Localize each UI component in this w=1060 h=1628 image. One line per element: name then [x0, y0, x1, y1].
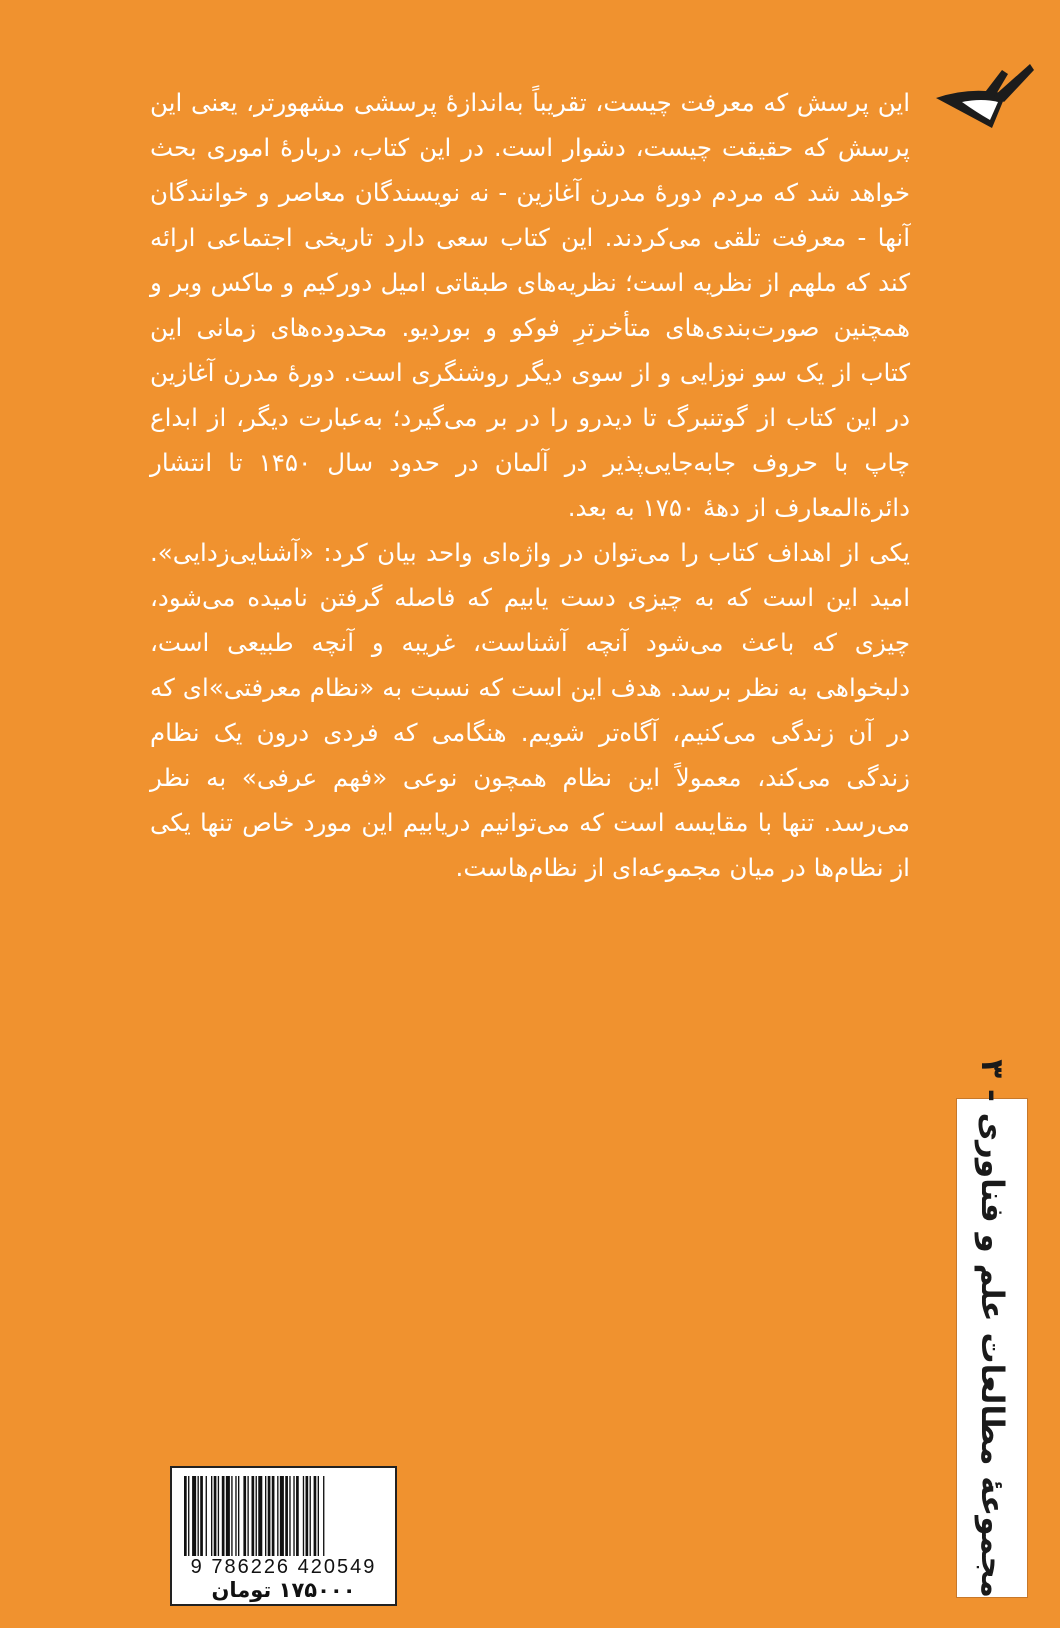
barcode-bar — [198, 1476, 199, 1556]
barcode-bars — [182, 1476, 387, 1556]
barcode-bar — [211, 1476, 212, 1556]
barcode-bar — [200, 1476, 203, 1556]
barcode-bar — [306, 1476, 309, 1556]
barcode-bar — [303, 1476, 304, 1556]
barcode-bar — [258, 1476, 262, 1556]
barcode-bar — [265, 1476, 266, 1556]
series-title: مجموعهٔ مطالعات علم و فناوری - ۳ — [974, 1059, 1010, 1598]
barcode-bar — [188, 1476, 189, 1556]
barcode-bar — [289, 1476, 290, 1556]
barcode-bar — [293, 1476, 294, 1556]
blurb-paragraph: این پرسش که معرفت چیست، تقریباً به‌اندازهٔ پرسشی مشهورتر، یعنی این پرسش که حقیقت چیست، دشوار است. در این کتاب، دربارهٔ اموری بحث خواهد شد که مردم دورهٔ مدرن آغازین - نه نویسندگان معاصر و خوانندگان آنها - معرفت تلقی می‌کردند. این کتاب سعی دارد تاریخی اجتماعی ارائه کند که ملهم از نظریه است؛ نظریه‌های طبقاتی امیل دورکیم و ماکس وبر و همچنین صورت‌بندی‌های متأخرترِ فوکو و بوردیو. محدوده‌های زمانی این کتاب از یک سو نوزایی و از سوی دیگر روشنگری است. دورهٔ مدرن آغازین در این کتاب از گوتنبرگ تا دیدرو را در بر می‌گیرد؛ به‌عبارت دیگر، از ابداع چاپ با حروف جابه‌جایی‌پذیر در آلمان در حدود سال ۱۴۵۰ تا انتشار دائرة‌المعارف از دههٔ ۱۷۵۰ به بعد. — [150, 88, 911, 522]
publisher-logo-icon — [932, 58, 1042, 138]
barcode-bar — [285, 1476, 288, 1556]
barcode-bar — [277, 1476, 278, 1556]
barcode-bar — [252, 1476, 255, 1556]
barcode-bar — [206, 1476, 207, 1556]
barcode-bar — [247, 1476, 248, 1556]
barcode-bar — [231, 1476, 232, 1556]
barcode-bar — [318, 1476, 319, 1556]
barcode-bar — [256, 1476, 257, 1556]
back-cover-blurb — [150, 80, 910, 890]
barcode-bar — [323, 1476, 324, 1556]
barcode-bar — [268, 1476, 271, 1556]
barcode-bar — [280, 1476, 284, 1556]
barcode-bar — [218, 1476, 219, 1556]
barcode-bar — [296, 1476, 299, 1556]
barcode-bar — [192, 1476, 196, 1556]
barcode-bar — [235, 1476, 236, 1556]
barcode-bar — [243, 1476, 246, 1556]
barcode-bar — [214, 1476, 217, 1556]
barcode-bar — [226, 1476, 230, 1556]
price-label: ۱۷۵۰۰۰ تومان — [211, 1578, 356, 1602]
blurb-paragraph: یکی از اهداف کتاب را می‌توان در واژه‌ای واحد بیان کرد: «آشنایی‌زدایی». امید این است که به چیزی دست یابیم که فاصله گرفتن نامیده می‌شود، چیزی که باعث می‌شود آنچه آشناست، غریبه و آنچه طبیعی است، دلبخواهی به نظر برسد. هدف این است که نسبت به «نظام معرفتی»ای که در آن زندگی می‌کنیم، آگاه‌تر شویم. هنگامی که فردی درون یک نظام زندگی می‌کند، معمولاً این نظام همچون نوعی «فهم عرفی» به نظر می‌رسد. تنها با مقایسه است که می‌توانیم دریابیم این مورد خاص تنها یکی از نظام‌ها در میان مجموعه‌ای از نظام‌هاست. — [150, 538, 910, 882]
barcode-bar — [238, 1476, 239, 1556]
series-banner — [956, 1059, 1028, 1598]
barcode-bar — [310, 1476, 311, 1556]
barcode-number: 9 786226 420549 — [190, 1556, 377, 1578]
barcode-bar — [222, 1476, 225, 1556]
barcode-bar — [272, 1476, 275, 1556]
barcode-box — [170, 1466, 397, 1606]
barcode-bar — [314, 1476, 317, 1556]
barcode-bar — [184, 1476, 187, 1556]
